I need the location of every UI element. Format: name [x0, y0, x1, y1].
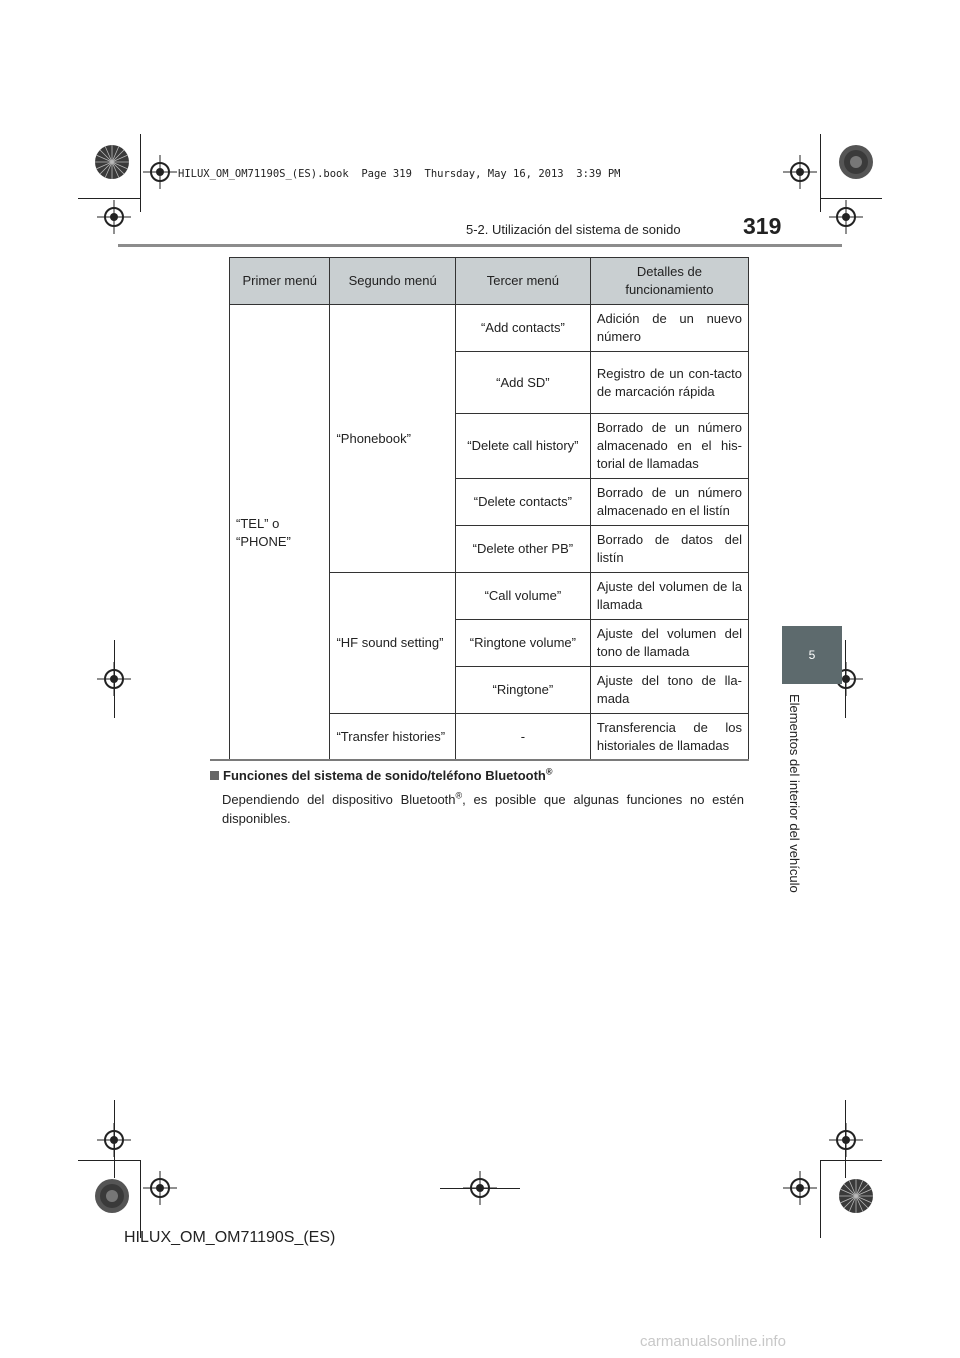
square-bullet-icon — [210, 771, 219, 780]
header-second-menu: Segundo menú — [330, 258, 455, 305]
starburst-target-icon — [94, 144, 130, 180]
detail-cell: Transferencia de los historiales de llamadas — [590, 714, 748, 761]
manual-code: HILUX_OM_OM71190S_(ES) — [124, 1229, 336, 1246]
third-menu-cell: “Ringtone” — [455, 667, 590, 714]
note-title-text: Funciones del sistema de sonido/teléfono Bluetooth — [223, 768, 546, 783]
detail-cell: Registro de un con-tacto de marcación rápida — [590, 352, 748, 414]
third-menu-cell: “Add SD” — [455, 352, 590, 414]
note-body-text: , es posible que algunas funciones no estén disponibles. — [222, 792, 744, 826]
registered-mark: ® — [545, 766, 553, 777]
third-menu-cell: “Add contacts” — [455, 305, 590, 352]
detail-cell: Borrado de un número almacenado en el his-torial de llamadas — [590, 414, 748, 479]
header-rule — [118, 244, 842, 247]
third-menu-cell: - — [455, 714, 590, 761]
third-menu-cell: “Delete other PB” — [455, 526, 590, 573]
registration-crosshair-icon — [97, 662, 131, 696]
table-row — [230, 305, 749, 352]
watermark: carmanualsonline.info — [640, 1333, 786, 1350]
first-menu-cell: “TEL” o “PHONE” — [230, 305, 330, 761]
starburst-target-icon — [838, 1178, 874, 1214]
registration-crosshair-icon — [97, 1123, 131, 1157]
registered-mark: ® — [455, 790, 463, 801]
registration-crosshair-icon — [829, 1123, 863, 1157]
detail-cell: Ajuste del volumen de la llamada — [590, 573, 748, 620]
note-rule — [210, 759, 749, 761]
chapter-title: Elementos del interior del vehículo — [787, 694, 802, 893]
detail-cell: Ajuste del tono de lla-mada — [590, 667, 748, 714]
second-menu-phonebook: “Phonebook” — [330, 305, 455, 573]
detail-cell: Borrado de datos del listín — [590, 526, 748, 573]
page-number: 319 — [743, 213, 782, 239]
header-first-menu: Primer menú — [230, 258, 330, 305]
chapter-tab: 5 — [782, 626, 842, 684]
table-header-row — [230, 258, 749, 305]
print-stamp: HILUX_OM_OM71190S_(ES).book Page 319 Thursday, May 16, 2013 3:39 PM — [178, 168, 621, 180]
registration-crosshair-icon — [783, 1171, 817, 1205]
starburst-target-icon — [94, 1178, 130, 1214]
third-menu-cell: “Call volume” — [455, 573, 590, 620]
third-menu-cell: “Ringtone volume” — [455, 620, 590, 667]
registration-crosshair-icon — [829, 200, 863, 234]
third-menu-cell: “Delete call history” — [455, 414, 590, 479]
registration-crosshair-icon — [143, 1171, 177, 1205]
registration-crosshair-icon — [97, 200, 131, 234]
detail-cell: Adición de un nuevo número — [590, 305, 748, 352]
registration-crosshair-icon — [143, 155, 177, 189]
starburst-target-icon — [838, 144, 874, 180]
second-menu-hf-sound: “HF sound setting” — [330, 573, 455, 714]
menu-table — [229, 257, 749, 761]
header-details: Detalles de funcionamiento — [590, 258, 748, 305]
note-body — [222, 790, 744, 828]
second-menu-transfer: “Transfer histories” — [330, 714, 455, 761]
detail-cell: Ajuste del volumen del tono de llamada — [590, 620, 748, 667]
registration-crosshair-icon — [783, 155, 817, 189]
note-body-text: Dependiendo del dispositivo Bluetooth — [222, 792, 456, 807]
section-heading: 5-2. Utilización del sistema de sonido — [466, 222, 681, 237]
detail-cell: Borrado de un número almacenado en el listín — [590, 479, 748, 526]
note-title — [210, 768, 553, 783]
third-menu-cell: “Delete contacts” — [455, 479, 590, 526]
header-third-menu: Tercer menú — [455, 258, 590, 305]
registration-crosshair-icon — [463, 1171, 497, 1205]
